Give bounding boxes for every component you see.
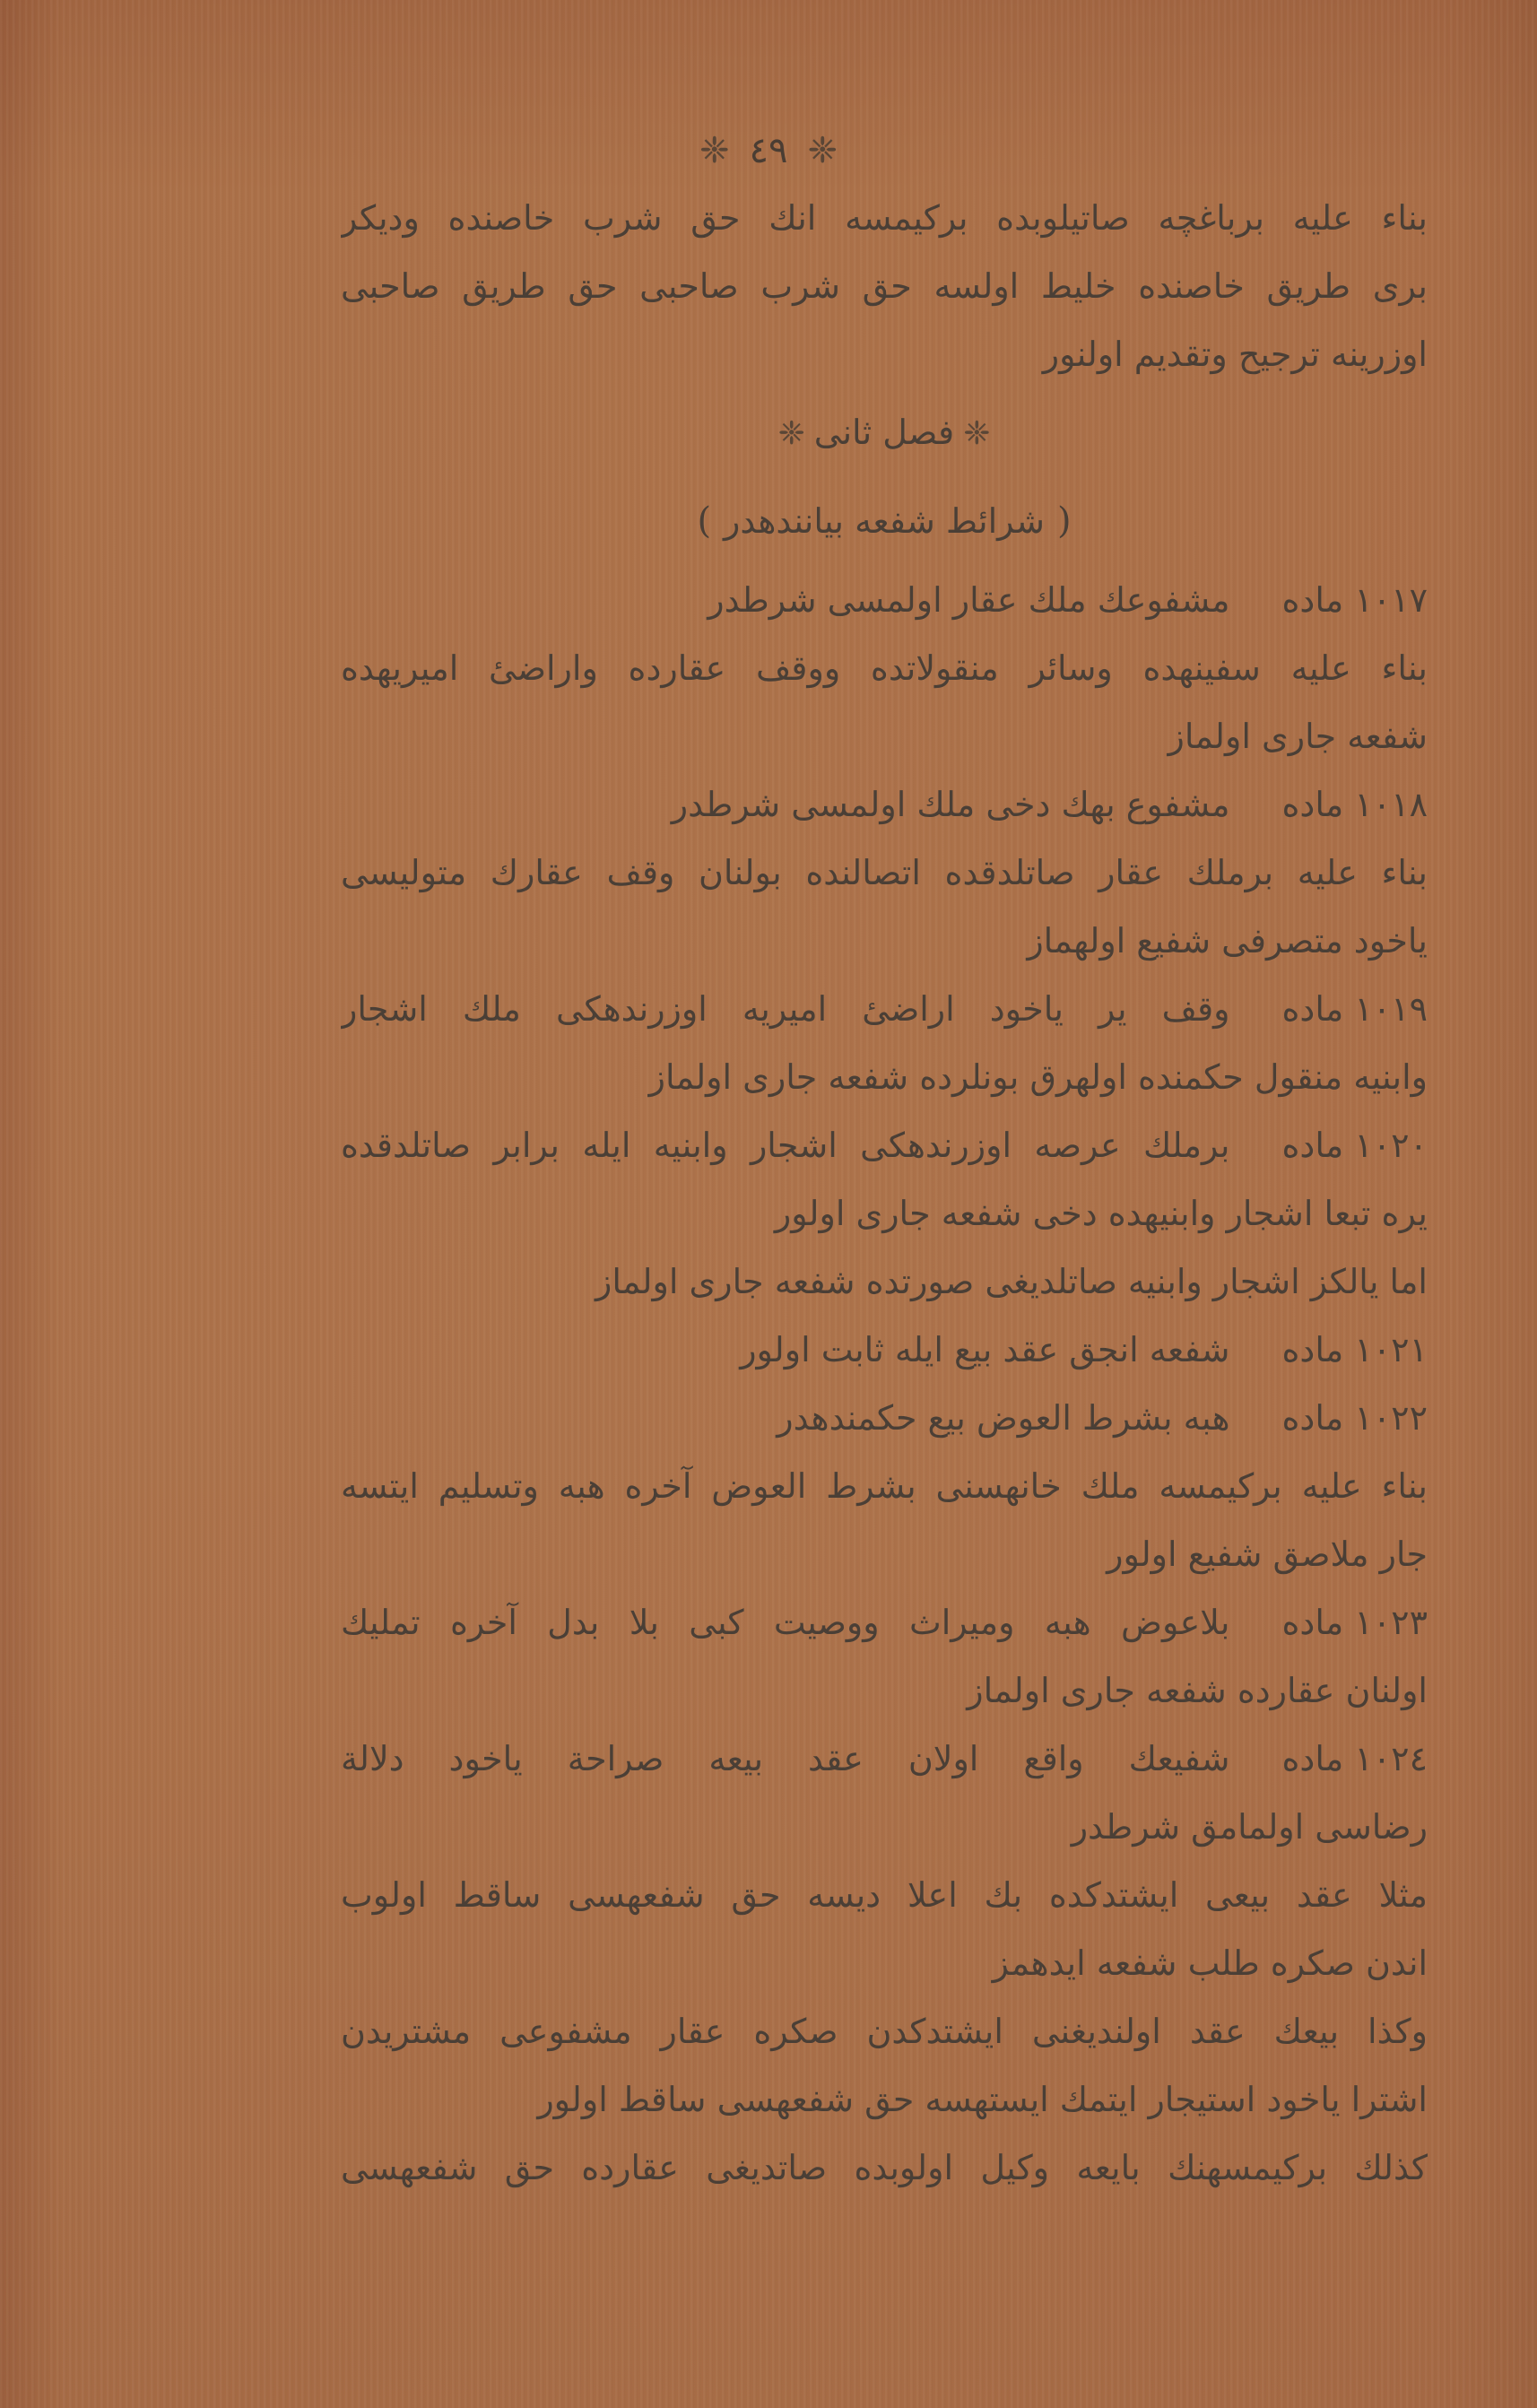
text-line: رضاسى اولمامق شرطدر	[1071, 1807, 1428, 1847]
section-title	[341, 388, 1428, 476]
article-number: ١٠١٧ ماده	[1281, 580, 1428, 620]
article-number: ١٠١٨ ماده	[1281, 785, 1428, 824]
star-ornament-icon: ❈	[699, 130, 730, 171]
article-heading-text: شفعه انجق عقد بيع ايله ثابت اولور	[740, 1330, 1230, 1369]
article-heading	[341, 1725, 1428, 1793]
article-heading	[341, 1316, 1428, 1384]
section-subtitle-text: شرائط شفعه بيانندهدر	[724, 501, 1045, 541]
text-line: شفعه جارى اولماز	[1168, 717, 1428, 756]
text-line: يره تبعا اشجار وابنيهده دخى شفعه جارى اولور	[774, 1194, 1428, 1233]
article-heading-text: مشفوعك ملك عقار اولمسى شرطدر	[708, 580, 1230, 620]
text-line: برى طريق خاصنده خليط اولسه حق شرب صاحبى حق طريق صاحبى	[341, 266, 1428, 306]
paren-close: )	[697, 500, 712, 542]
text-line: اندن صكره طلب شفعه ايدهمز	[992, 1943, 1428, 1983]
article-heading-text: شفيعك واقع اولان عقد بيعه صراحة ياخود دلالة	[341, 1739, 1230, 1778]
text-line: بناء عليه سفينهده وسائر منقولاتده ووقف عقارده واراضىٔ اميريهده	[341, 648, 1428, 688]
article-number: ١٠٢١ ماده	[1281, 1330, 1428, 1369]
text-line: كذلك بركيمسهنك بايعه وكيل اولوبده صاتديغى عقارده حق شفعهسى	[341, 2148, 1428, 2187]
text-line: ياخود متصرفى شفيع اولهماز	[1027, 921, 1428, 961]
article-heading-text: بلاعوض هبه وميراث ووصيت كبى بلا بدل آخره تمليك	[341, 1603, 1230, 1642]
section-subtitle	[341, 476, 1428, 566]
text-line: بناء عليه برباغچه صاتيلوبده بركيمسه انك حق شرب خاصنده وديكر	[341, 198, 1428, 238]
paren-open: (	[1056, 500, 1072, 542]
text-line: بناء عليه بركيمسه ملك خانهسنى بشرط العوض آخره هبه وتسليم ايتسه	[341, 1466, 1428, 1506]
article-heading-text: هبه بشرط العوض بيع حكمندهدر	[777, 1398, 1230, 1438]
section-title-text: فصل ثانى	[813, 413, 955, 452]
article-heading	[341, 566, 1428, 634]
article-number: ١٠١٩ ماده	[1281, 989, 1428, 1029]
article-number: ١٠٢٢ ماده	[1281, 1398, 1428, 1438]
text-line: مثلا عقد بيعى ايشتدكده بك اعلا ديسه حق شفعهسى ساقط اولوب	[341, 1875, 1428, 1915]
text-line: اشترا ياخود استيجار ايتمك ايستهسه حق شفعهسى ساقط اولور	[537, 2080, 1428, 2119]
article-heading-text: برملك عرصه اوزرندهكى اشجار وابنيه ايله برابر صاتلدقده	[341, 1126, 1230, 1165]
star-ornament-icon: ❈	[807, 130, 838, 171]
article-heading	[341, 975, 1428, 1043]
body-text	[341, 184, 1428, 2202]
article-heading	[341, 1111, 1428, 1179]
text-line: بناء عليه برملك عقار صاتلدقده اتصالنده بولنان وقف عقارك متوليسى	[341, 853, 1428, 892]
page-number: ٤٩	[749, 130, 788, 171]
star-ornament-icon: ❈	[777, 415, 805, 452]
text-line: وكذا بيعك عقد اولنديغنى ايشتدكدن صكره عقار مشفوعى مشتريدن	[341, 2012, 1428, 2051]
text-line: اولنان عقارده شفعه جارى اولماز	[967, 1671, 1428, 1710]
text-line: اما يالكز اشجار وابنيه صاتلديغى صورتده شفعه جارى اولماز	[595, 1262, 1428, 1301]
star-ornament-icon: ❈	[963, 415, 991, 452]
article-heading-text: وقف ير ياخود اراضىٔ اميريه اوزرندهكى ملك اشجار	[341, 989, 1230, 1029]
article-heading-text: مشفوع بهك دخى ملك اولمسى شرطدر	[671, 785, 1230, 824]
text-line: وابنيه منقول حكمنده اولهرق بونلرده شفعه جارى اولماز	[648, 1057, 1428, 1097]
page-header	[0, 130, 1537, 171]
article-number: ١٠٢٣ ماده	[1281, 1603, 1428, 1642]
article-heading	[341, 770, 1428, 839]
article-heading	[341, 1384, 1428, 1452]
article-number: ١٠٢٤ ماده	[1281, 1739, 1428, 1778]
article-number: ١٠٢٠ ماده	[1281, 1126, 1428, 1165]
text-line: اوزرينه ترجيح وتقديم اولنور	[1042, 335, 1428, 374]
text-line: جار ملاصق شفيع اولور	[1107, 1534, 1428, 1574]
article-heading	[341, 1588, 1428, 1656]
